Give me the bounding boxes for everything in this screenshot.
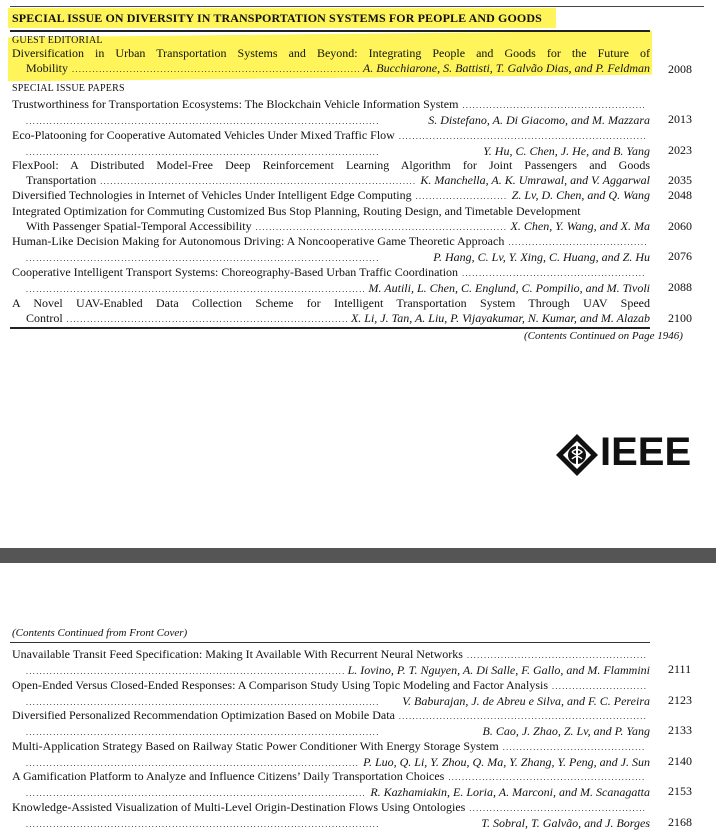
leader-dots: [26, 724, 479, 740]
leader-dots: [26, 113, 424, 129]
paper-authors: L. Iovino, P. T. Nguyen, A. Di Salle, F. Gallo, and M. Flammini: [347, 663, 650, 677]
paper-entry[interactable]: [12, 296, 650, 327]
paper-entry[interactable]: [12, 647, 650, 679]
paper-authors: M. Autili, L. Chen, C. Englund, C. Pompilio, and M. Tivoli: [368, 281, 650, 295]
bottom-rule: [10, 327, 650, 329]
leader-dots: [26, 250, 429, 266]
leader-dots: [26, 663, 344, 679]
paper-page: 2133: [668, 723, 692, 738]
paper-title-line1: A Novel UAV-Enabled Data Collection Scheme for Intelligent Transportation System Through UAV Speed: [12, 296, 650, 310]
continued-rule: [10, 642, 650, 643]
paper-title-line2: With Passenger Spatial-Temporal Accessibility: [26, 219, 252, 233]
leader-dots: [72, 61, 359, 77]
leader-dots: [256, 219, 507, 235]
leader-dots: [26, 694, 398, 710]
guest-editorial-label: GUEST EDITORIAL: [12, 35, 103, 46]
paper-entry[interactable]: [12, 128, 650, 160]
editorial-title-line2: Mobility: [26, 61, 69, 75]
editorial-page: 2008: [668, 62, 692, 76]
paper-entry[interactable]: [12, 800, 650, 832]
paper-title-line2: Transportation: [26, 173, 97, 187]
paper-page: 2111: [668, 662, 692, 676]
leader-dots: [26, 755, 359, 771]
leader-dots: [26, 785, 366, 801]
paper-title: Diversified Personalized Recommendation Optimization Based on Mobile Data: [12, 708, 395, 723]
paper-title: Human-Like Decision Making for Autonomous Driving: A Noncooperative Game Theoretic Approach: [12, 234, 505, 248]
paper-title: Unavailable Transit Feed Specification: Making It Available With Recurrent Neural Networks: [12, 647, 463, 661]
paper-page: 2168: [668, 815, 692, 829]
paper-page: 2013: [668, 112, 692, 126]
paper-title: Knowledge-Assisted Visualization of Multi-Level Origin-Destination Flows Using Ontologies: [12, 800, 466, 814]
paper-authors: R. Kazhamiakin, E. Loria, A. Marconi, and M. Scanagatta: [370, 785, 650, 800]
paper-page: 2123: [668, 692, 692, 707]
contents-page-bottom: [0, 563, 716, 830]
paper-authors: B. Cao, J. Zhao, Z. Lv, and P. Yang: [482, 724, 650, 739]
leader-dots: [100, 173, 416, 189]
paper-page: 2048: [668, 188, 692, 202]
paper-title-line2: Control: [26, 311, 63, 325]
continued-note: (Contents Continued on Page 1946): [524, 330, 683, 342]
leader-dots: [469, 800, 646, 816]
paper-page: 2140: [668, 753, 692, 768]
paper-page: 2060: [668, 219, 692, 233]
paper-authors: X. Li, J. Tan, A. Liu, P. Vijayakumar, N. Kumar, and M. Alazab: [350, 311, 650, 325]
paper-authors: Y. Hu, C. Chen, J. He, and B. Yang: [483, 144, 650, 158]
continued-from-note: (Contents Continued from Front Cover): [12, 627, 188, 639]
paper-entry[interactable]: [12, 708, 650, 740]
leader-dots: [416, 188, 508, 204]
paper-title-line1: FlexPool: A Distributed Model-Free Deep Reinforcement Learning Algorithm for Joint Passengers and Goods: [12, 158, 650, 172]
paper-title: Open-Ended Versus Closed-Ended Responses: A Comparison Study Using Topic Modeling and Factor Analysis: [12, 677, 549, 692]
paper-page: 2023: [668, 143, 692, 157]
paper-entry[interactable]: [12, 739, 650, 771]
paper-authors: V. Baburajan, J. de Abreu e Silva, and F. C. Pereira: [402, 693, 650, 708]
paper-entry[interactable]: [12, 678, 650, 710]
paper-title: Eco-Platooning for Cooperative Automated Vehicles Under Mixed Traffic Flow: [12, 128, 395, 142]
ieee-logo-text: IEEE: [600, 430, 692, 474]
paper-title: Trustworthiness for Transportation Ecosystems: The Blockchain Vehicle Information System: [12, 97, 459, 111]
leader-dots: [552, 678, 646, 694]
leader-dots: [399, 708, 646, 724]
paper-page: 2153: [668, 784, 692, 799]
paper-entry[interactable]: [12, 97, 650, 129]
page-divider: [0, 548, 716, 563]
paper-page: 2100: [668, 311, 692, 325]
paper-entry[interactable]: [12, 769, 650, 801]
leader-dots: [467, 647, 646, 663]
paper-authors: P. Hang, C. Lv, Y. Xing, C. Huang, and Z. Hu: [433, 250, 650, 264]
paper-title: Multi-Application Strategy Based on Railway Static Power Conditioner With Energy Storage System: [12, 738, 499, 753]
paper-entry[interactable]: [12, 188, 650, 204]
editorial-authors: A. Bucchiarone, S. Battisti, T. Galvão Dias, and P. Feldman: [362, 61, 650, 75]
leader-dots: [399, 128, 646, 144]
leader-dots: [462, 265, 646, 281]
paper-entry[interactable]: [12, 265, 650, 297]
editorial-title-line1: Diversification in Urban Transportation Systems and Beyond: Integrating People and Goods for the Future of: [12, 46, 650, 60]
paper-page: 2035: [668, 173, 692, 187]
leader-dots: [67, 311, 347, 327]
leader-dots: [462, 97, 646, 113]
paper-authors: K. Manchella, A. K. Umrawal, and V. Aggarwal: [420, 173, 650, 187]
paper-authors: S. Distefano, A. Di Giacomo, and M. Mazzara: [428, 113, 650, 127]
leader-dots: [503, 739, 646, 755]
top-rule: [10, 6, 704, 7]
ieee-diamond-icon: [555, 433, 599, 477]
paper-page: 2076: [668, 249, 692, 263]
paper-entry[interactable]: [12, 234, 650, 266]
paper-authors: P. Luo, Q. Li, Y. Zhou, Q. Ma, Y. Zhang, Y. Peng, and J. Sun: [363, 754, 650, 769]
section-title: SPECIAL ISSUE ON DIVERSITY IN TRANSPORTATION SYSTEMS FOR PEOPLE AND GOODS: [12, 11, 542, 25]
editorial-entry[interactable]: [12, 46, 650, 77]
special-papers-label: SPECIAL ISSUE PAPERS: [12, 83, 125, 94]
paper-authors: X. Chen, Y. Wang, and X. Ma: [510, 219, 650, 233]
leader-dots: [448, 769, 646, 785]
paper-title-line1: Integrated Optimization for Commuting Customized Bus Stop Planning, Routing Design, and Timetable Development: [12, 204, 581, 218]
paper-authors: T. Sobral, T. Galvão, and J. Borges: [481, 816, 650, 830]
paper-authors: Z. Lv, D. Chen, and Q. Wang: [511, 188, 650, 202]
section-rule: [10, 30, 650, 32]
paper-title: Cooperative Intelligent Transport Systems: Choreography-Based Urban Traffic Coordination: [12, 265, 459, 279]
paper-entry[interactable]: [12, 158, 650, 189]
paper-entry[interactable]: [12, 204, 650, 235]
leader-dots: [508, 234, 646, 250]
paper-title: Diversified Technologies in Internet of Vehicles Under Intelligent Edge Computing: [12, 188, 412, 202]
paper-page: 2088: [668, 280, 692, 294]
leader-dots: [26, 281, 365, 297]
paper-title: A Gamification Platform to Analyze and Influence Citizens’ Daily Transportation Choices: [12, 769, 445, 784]
